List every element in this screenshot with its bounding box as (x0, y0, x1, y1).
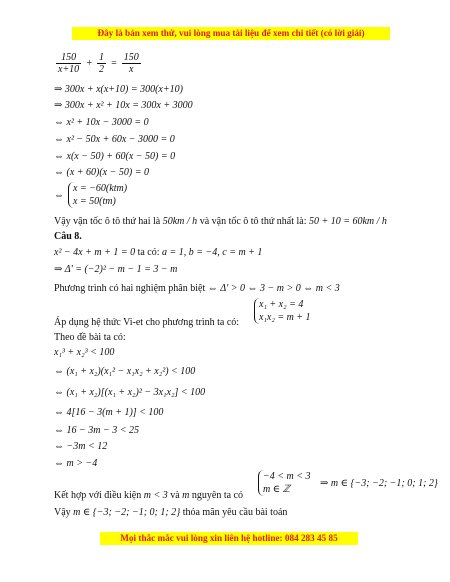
question-heading: Câu 8. (54, 231, 82, 242)
condition-line: Phương trình có hai nghiệm phân biệt ⇔ Δ' > 0 ⇔ 3 − m > 0 ⇔ m < 3 (54, 283, 340, 294)
quadratic-equation: x² − 4x + m + 1 = 0 ta có: a = 1, b = −4, c = m + 1 (54, 247, 263, 258)
fraction-equation: $\frac{150}{x+10}$ + $\frac{1}{2}$ = $\frac{150}{x}$ (58, 52, 139, 75)
solution-system: x = −60(ktm) x = 50(tm) (68, 182, 127, 208)
equation-line: ⇔ x² + 10x − 3000 = 0 (54, 117, 149, 128)
equation-line: ⇒ 300x + x² + 10x = 300x + 3000 (54, 100, 193, 111)
fraction-1: $\frac{150}{x+10}$ (58, 52, 80, 75)
equation-line: ⇒ 300x + x(x+10) = 300(x+10) (54, 84, 183, 95)
discriminant-line: ⇒ Δ' = (−2)² − m − 1 = 3 − m (54, 264, 178, 275)
equation-line: ⇔ x² − 50x + 60x − 3000 = 0 (54, 134, 175, 145)
vieta-line: Áp dụng hệ thức Vi-et cho phương trình ta có: (54, 317, 240, 328)
speed-conclusion: Vậy vận tốc ô tô thứ hai là 50km / h và vận tốc ô tô thứ nhất là: 50 + 10 = 60km / h (54, 216, 387, 227)
inequality-step: ⇔ 16 − 3m − 3 < 25 (54, 425, 139, 436)
inequality-step: ⇔ m > −4 (54, 458, 98, 469)
equation-line: ⇔ (x + 60)(x − 50) = 0 (54, 167, 149, 178)
fraction-2: $\frac{1}{2}$ (98, 52, 104, 75)
vieta-system: x₁ + x₂ = 4 x₁x₂ = m + 1 (254, 298, 311, 324)
final-conclusion: Vậy m ∈ {−3; −2; −1; 0; 1; 2} thỏa mãn yêu cầu bài toán (54, 507, 288, 518)
combine-system: −4 < m < 3 m ∈ ℤ (258, 470, 310, 496)
inequality-step: x₁³ + x₂³ < 100 (54, 347, 115, 358)
equation-line: ⇔ x(x − 50) + 60(x − 50) = 0 (54, 151, 176, 162)
given-heading: Theo đề bài ta có: (54, 332, 126, 343)
inequality-step: ⇔ (x₁ + x₂)[(x₁ + x₂)² − 3x₁x₂] < 100 (54, 387, 206, 398)
integer-solution-set: ⇒ m ∈ {−3; −2; −1; 0; 1; 2} (320, 478, 438, 489)
fraction-3: $\frac{150}{x}$ (123, 52, 139, 75)
preview-banner: Đây là bản xem thử, vui lòng mua tài liệu để xem chi tiết (có lời giải) (72, 27, 390, 40)
hotline-banner: Mọi thắc mắc vui lòng xin liên hệ hotline: 084 283 45 85 (100, 532, 358, 545)
inequality-step: ⇔ (x₁ + x₂)(x₁² − x₁x₂ + x₂²) < 100 (54, 366, 196, 377)
inequality-step: ⇔ −3m < 12 (54, 441, 108, 452)
equivalence-arrow: ⇔ (54, 190, 64, 201)
combine-line: Kết hợp với điều kiện m < 3 và m nguyên ta có (54, 490, 243, 501)
inequality-step: ⇔ 4[16 − 3(m + 1)] < 100 (54, 407, 164, 418)
